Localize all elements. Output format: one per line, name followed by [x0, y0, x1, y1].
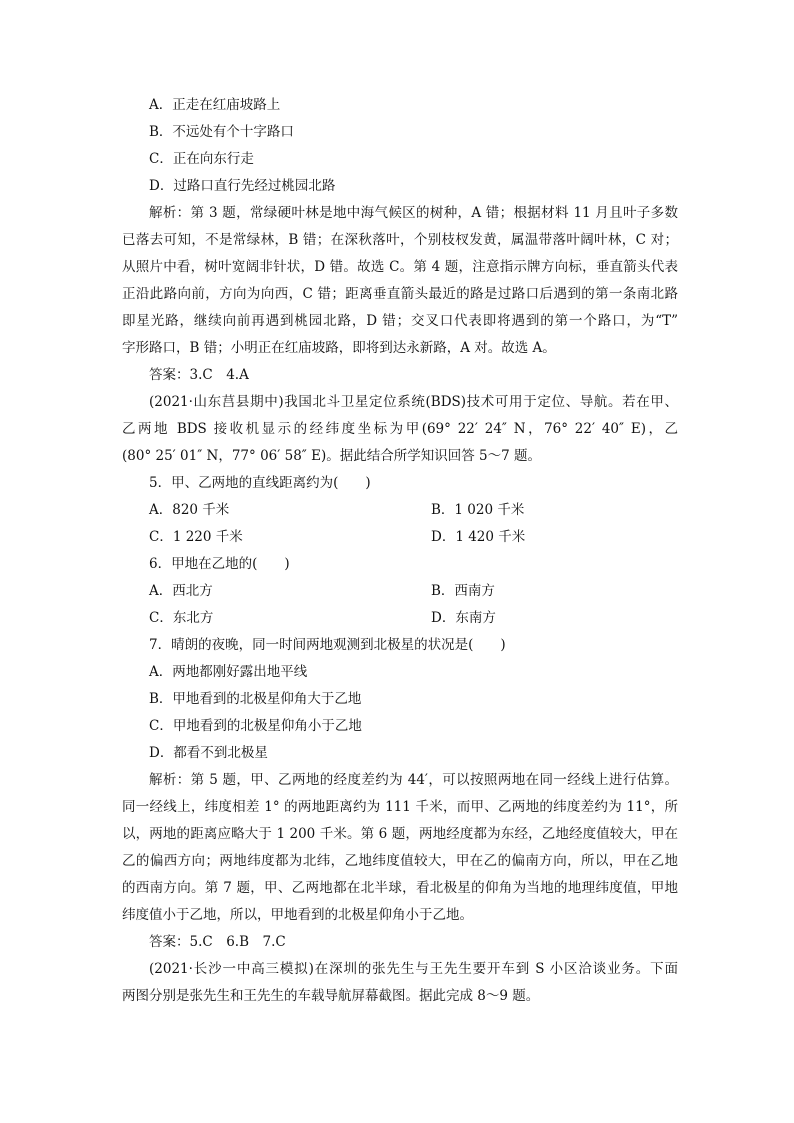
q6-option-b: B．西南方: [431, 583, 495, 599]
q5-option-a: A．820 千米: [149, 502, 230, 518]
q4-option-d: D．过路口直行先经过桃园北路: [149, 178, 336, 194]
q7-option-c: C．甲地看到的北极星仰角小于乙地: [149, 718, 362, 734]
q5-stem: 5．甲、乙两地的直线距离约为( ): [149, 475, 371, 491]
analysis-line: 以，两地的距离应略大于 1 200 千米。第 6 题，两地经度都为东经，乙地经度值较大，甲在: [122, 826, 678, 842]
q5-options-row-1: [122, 497, 678, 524]
q6-option-c: C．东北方: [149, 610, 214, 626]
analysis-line: 解析：第 3 题，常绿硬叶林是地中海气候区的树种，A 错；根据材料 11 月且叶子多数: [149, 205, 678, 221]
analysis-line: 乙的偏西方向；两地纬度都为北纬，乙地纬度值较大，甲在乙的偏南方向，所以，甲在乙地: [122, 853, 678, 869]
stem-q5-q7: [122, 389, 678, 470]
analysis-line: 正沿此路向前，方向为向西，C 错；距离垂直箭头最近的路是过路口后遇到的第一条南北路: [122, 286, 678, 302]
stem-line: (2021·长沙一中高三模拟)在深圳的张先生与王先生要开车到 S 小区洽谈业务。下面: [149, 961, 678, 977]
answer-q5-q7: 答案：5.C 6.B 7.C: [149, 934, 286, 950]
q5-option-d: D．1 420 千米: [431, 529, 526, 545]
stem-line: 两图分别是张先生和王先生的车载导航屏幕截图。据此完成 8～9 题。: [122, 988, 540, 1004]
q7-stem: 7．晴朗的夜晚，同一时间两地观测到北极星的状况是( ): [149, 637, 506, 653]
analysis-line: 解析：第 5 题，甲、乙两地的经度差约为 44′，可以按照两地在同一经线上进行估算。: [149, 772, 678, 788]
page-content: [122, 92, 678, 1010]
q7-option-b: B．甲地看到的北极星仰角大于乙地: [149, 691, 362, 707]
analysis-line: 纬度值小于乙地，所以，甲地看到的北极星仰角小于乙地。: [122, 907, 473, 923]
q7-option-d: D．都看不到北极星: [149, 745, 268, 761]
analysis-q5-q7: [122, 767, 678, 929]
q6-option-d: D．东南方: [431, 610, 496, 626]
q4-option-c: C．正在向东行走: [149, 151, 254, 167]
q6-stem: 6．甲地在乙地的( ): [149, 556, 290, 572]
q6-option-a: A．西北方: [149, 583, 213, 599]
stem-q8-q9: [122, 956, 678, 1010]
q6-options-row-1: [122, 578, 678, 605]
q6-options-row-2: [122, 605, 678, 632]
q4-option-b: B．不远处有个十字路口: [149, 124, 294, 140]
stem-line: 乙两地 BDS 接收机显示的经纬度坐标为甲(69° 22′ 24″ N，76° 22′ 40″ E)，乙: [122, 421, 678, 437]
q7-option-a: A．两地都刚好露出地平线: [149, 664, 308, 680]
q5-option-c: C．1 220 千米: [149, 529, 243, 545]
analysis-line: 同一经线上，纬度相差 1° 的两地距离约为 111 千米，而甲、乙两地的纬度差约为 11°，所: [122, 799, 678, 815]
stem-line: (80° 25′ 01″ N，77° 06′ 58″ E)。据此结合所学知识回答 5～7 题。: [122, 448, 541, 464]
stem-line: (2021·山东莒县期中)我国北斗卫星定位系统(BDS)技术可用于定位、导航。若在甲、: [149, 394, 678, 410]
analysis-line: 的西南方向。第 7 题，甲、乙两地都在北半球，看北极星的仰角为当地的地理纬度值，甲地: [122, 880, 678, 896]
analysis-line: 已落去可知，不是常绿林，B 错；在深秋落叶，个别枝杈发黄，属温带落叶阔叶林，C 对；: [122, 232, 678, 248]
q5-option-b: B．1 020 千米: [431, 502, 525, 518]
q4-option-a: A．正走在红庙坡路上: [149, 97, 281, 113]
analysis-line: 字形路口，B 错；小明正在红庙坡路，即将到达永新路，A 对。故选 A。: [122, 340, 556, 356]
analysis-q3-q4: [122, 200, 678, 362]
analysis-line: 从照片中看，树叶宽阔非针状，D 错。故选 C。第 4 题，注意指示牌方向标，垂直箭头代表: [122, 259, 678, 275]
q5-options-row-2: [122, 524, 678, 551]
analysis-line: 即星光路，继续向前再遇到桃园北路，D 错；交叉口代表即将遇到的第一个路口，为“T”: [122, 313, 678, 329]
answer-q3-q4: 答案：3.C 4.A: [149, 367, 249, 383]
